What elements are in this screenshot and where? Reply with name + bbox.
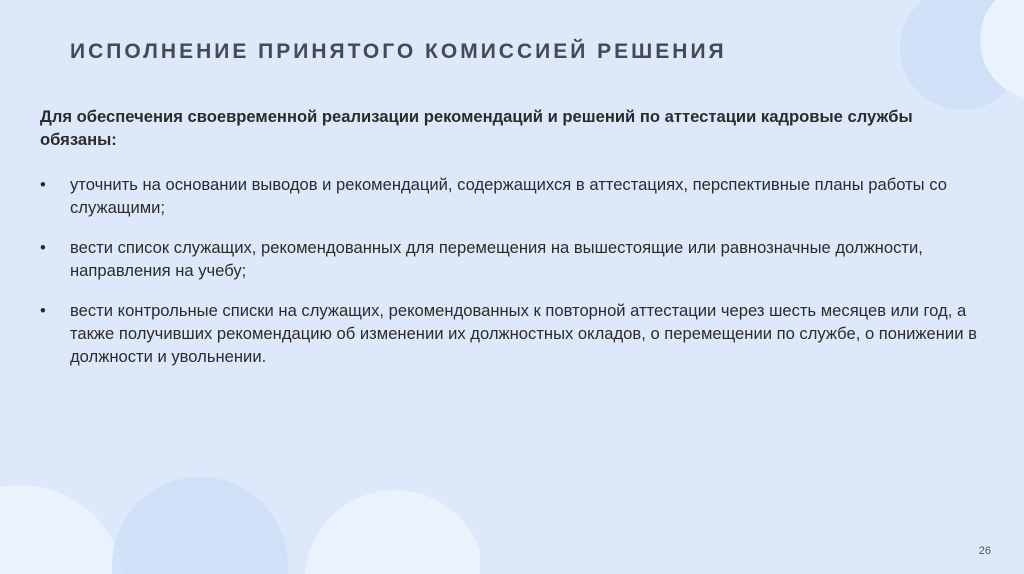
bullet-item	[40, 173, 990, 219]
bullet-icon: •	[40, 175, 46, 194]
bullet-icon: •	[40, 301, 46, 320]
decorative-circle	[305, 490, 480, 574]
bullet-text: уточнить на основании выводов и рекомендаций, содержащихся в аттестациях, перспективные планы работы со служащими;	[70, 175, 947, 217]
intro-text: Для обеспечения своевременной реализации рекомендаций и решений по аттестации кадровые службы обязаны:	[40, 107, 913, 149]
page-number: 26	[978, 545, 991, 557]
bullet-text: вести список служащих, рекомендованных для перемещения на вышестоящие или равнозначные должности, направления на учебу;	[70, 238, 923, 280]
bullet-list	[40, 173, 990, 385]
slide-title: ИСПОЛНЕНИЕ ПРИНЯТОГО КОМИССИЕЙ РЕШЕНИЯ	[70, 40, 727, 63]
bullet-item	[40, 236, 990, 282]
decorative-circle	[112, 477, 288, 574]
decorative-circles-top-right	[880, 0, 1024, 110]
bullet-icon: •	[40, 238, 46, 257]
decorative-circle	[0, 485, 125, 574]
bullet-item	[40, 299, 990, 368]
bullet-text: вести контрольные списки на служащих, рекомендованных к повторной аттестации через шесть месяцев или год, а также получивших рекомендацию об изменении их должностных окладов, о перемещении по службе, о понижении в должности и увольнении.	[70, 301, 977, 366]
decorative-circles-bottom-left	[0, 470, 480, 574]
